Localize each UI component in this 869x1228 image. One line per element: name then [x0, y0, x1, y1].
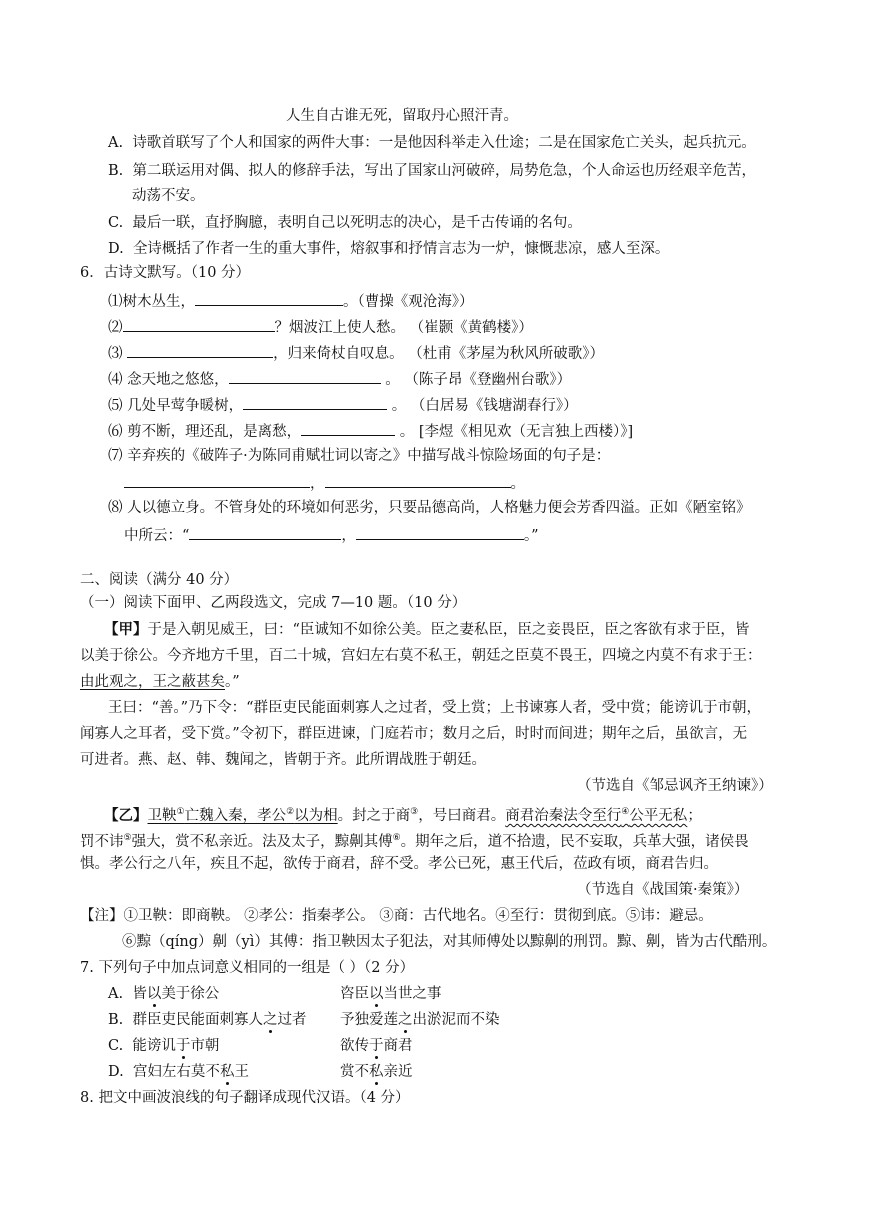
passage-source: （节选自《邹忌讽齐王纳谏》） [577, 778, 773, 794]
passage-jia-line: 王曰：“善。”乃下令：“群臣吏民能面刺寡人之过者，受上赏；上书谏寡人者，受中赏；能谤讥于市朝， [108, 700, 761, 716]
dotted-char: 于 [175, 1038, 191, 1054]
passage-tag: 【甲】 [104, 621, 148, 638]
option-letter: D. [108, 241, 124, 257]
underlined-sentence: 卫鞅①亡魏入秦，孝公②以为相 [147, 807, 338, 824]
q6-item-7-blanks: ， 。 [124, 472, 525, 494]
answer-blank[interactable] [195, 290, 343, 306]
q5-option-b-cont: 动荡不安。 [132, 188, 205, 204]
section-title: 二、阅读（满分 40 分） [80, 572, 239, 588]
dotted-char: 之 [262, 1012, 278, 1028]
dotted-char: 之 [398, 1012, 413, 1028]
q5-option-c[interactable] [108, 213, 582, 233]
q7-option-d[interactable]: D. 宫妇左右莫不私王 [108, 1064, 249, 1080]
underlined-sentence: 由此观之，王之蔽甚矣 [80, 674, 225, 690]
option-text: 第二联运用对偶、拟人的修辞手法，写出了国家山河破碎，局势危急，个人命运也历经艰辛危苦， [132, 163, 756, 179]
wavy-underlined-sentence: 商君治秦法令至行④公平无私 [505, 807, 688, 824]
passage-yi-line: 【乙】卫鞅①亡魏入秦，孝公②以为相。封之于商③，号曰商君。商君治秦法令至行④公平无私； [104, 806, 702, 824]
q6-item-6: ⑹ 剪不断，理还乱，是离愁， 。 [李煜《相见欢（无言独上西楼）》] [108, 420, 633, 442]
passage-jia-line: 闻寡人之耳者，受下赏。”令初下，群臣进谏，门庭若市；数月之后，时时而间进；期年之后，虽欲言，无 [80, 726, 748, 742]
q7-option-c-right: 欲传于商君 [340, 1038, 413, 1054]
poem-last-line: 人生自古谁无死，留取丹心照汗青。 [286, 108, 518, 124]
q6-item-1: ⑴树木丛生， 。（曹操《观沧海》） [108, 290, 474, 312]
answer-blank[interactable] [356, 524, 524, 540]
option-text: 全诗概括了作者一生的重大事件，熔叙事和抒情言志为一炉，慷慨悲凉，感人至深。 [132, 241, 670, 257]
dotted-char: 以 [146, 986, 162, 1002]
q5-option-b[interactable] [108, 161, 756, 181]
q6-item-3: ⑶ ，归来倚杖自叹息。 （杜甫《茅屋为秋风所破歌》） [108, 342, 604, 364]
option-letter: A. [108, 135, 124, 151]
subsection-title: （一）阅读下面甲、乙两段选文，完成 7—10 题。（10 分） [80, 595, 467, 611]
q5-option-a[interactable] [108, 133, 756, 153]
answer-blank[interactable] [189, 524, 341, 540]
dotted-char: 以 [369, 986, 384, 1002]
q5-option-d[interactable] [108, 239, 669, 259]
passage-jia-line: 可进者。燕、赵、韩、魏闻之，皆朝于齐。此所谓战胜于朝廷。 [80, 752, 486, 768]
passage-yi-line: 惧。孝公行之八年，疾且不起，欲传于商君，辞不受。孝公已死，惠王代后，莅政有顷，商君告归。 [80, 856, 718, 872]
passage-source: （节选自《战国策·秦策》） [577, 882, 749, 898]
q6-item-7: ⑺ 辛弃疾的《破阵子·为陈同甫赋壮词以寄之》中描写战斗惊险场面的句子是： [108, 448, 611, 464]
q6-item-8-blanks: 中所云：“ ， 。” [124, 524, 539, 546]
option-text: 诗歌首联写了个人和国家的两件大事：一是他因科举走入仕途；二是在国家危亡关头，起兵抗元。 [132, 135, 756, 151]
answer-blank[interactable] [127, 342, 273, 358]
dotted-char: 私 [219, 1064, 235, 1080]
q6-item-2: ⑵ ？烟波江上使人愁。 （崔颢《黄鹤楼》） [108, 316, 533, 338]
passage-tag: 【乙】 [104, 806, 148, 824]
answer-blank[interactable] [243, 394, 387, 410]
answer-blank[interactable] [123, 316, 275, 332]
q6-item-8: ⑻ 人以德立身。不管身处的环境如何恶劣，只要品德高尚，人格魅力便会芳香四溢。正如《陋室铭》 [108, 500, 751, 516]
q6-title: 6．古诗文默写。（10 分） [80, 265, 251, 281]
answer-blank[interactable] [325, 472, 511, 488]
notes-line: 【注】①卫鞅：即商鞅。 ②孝公：指秦孝公。 ③商：古代地名。④至行：贯彻到底。⑤讳：避忌。 [80, 908, 713, 924]
option-letter: B. [108, 163, 124, 179]
q6-item-5: ⑸ 几处早莺争暖树， 。 （白居易《钱塘湖春行》） [108, 394, 578, 416]
answer-blank[interactable] [124, 472, 310, 488]
q6-item-4: ⑷ 念天地之悠悠， 。 （陈子昂《登幽州台歌》） [108, 368, 571, 390]
notes-line: ⑥黥（qíng）劓（yì）其傅：指卫鞅因太子犯法，对其师傅处以黥劓的刑罚。黥、劓，皆为古代酷刑。 [122, 934, 777, 950]
q7-option-b[interactable]: B. 群臣吏民能面刺寡人之过者 [108, 1012, 307, 1028]
option-letter: C. [108, 215, 124, 231]
q7-title: 7. 下列句子中加点词意义相同的一组是（ ）（2 分） [80, 960, 415, 976]
q7-option-a-right: 咨臣以当世之事 [340, 986, 442, 1002]
passage-jia-line: 【甲】于是入朝见威王，曰：“臣诚知不如徐公美。臣之妻私臣，臣之妾畏臣，臣之客欲有求于臣，皆 [104, 621, 750, 638]
q7-option-d-right: 赏不私亲近 [340, 1064, 413, 1080]
q7-option-a[interactable]: A. 皆以美于徐公 [108, 986, 220, 1002]
q7-option-c[interactable]: C. 能谤讥于市朝 [108, 1038, 220, 1054]
passage-yi-line: 罚不讳⑤强大，赏不私亲近。法及太子，黥劓其傅⑥。期年之后，道不拾遗，民不妄取，兵革大强，诸侯畏 [80, 833, 749, 850]
passage-jia-line: 由此观之，王之蔽甚矣。” [80, 674, 240, 690]
answer-blank[interactable] [229, 368, 381, 384]
q8-title: 8. 把文中画波浪线的句子翻译成现代汉语。（4 分） [80, 1090, 410, 1106]
option-text: 最后一联，直抒胸臆，表明自己以死明志的决心，是千古传诵的名句。 [132, 215, 582, 231]
answer-blank[interactable] [301, 420, 395, 436]
q7-option-b-right: 予独爱莲之出淤泥而不染 [340, 1012, 500, 1028]
dotted-char: 于 [369, 1038, 384, 1054]
dotted-char: 私 [369, 1064, 384, 1080]
passage-jia-line: 以美于徐公。今齐地方千里，百二十城，宫妇左右莫不私王，朝廷之臣莫不畏王，四境之内莫不有求于王： [80, 648, 762, 664]
